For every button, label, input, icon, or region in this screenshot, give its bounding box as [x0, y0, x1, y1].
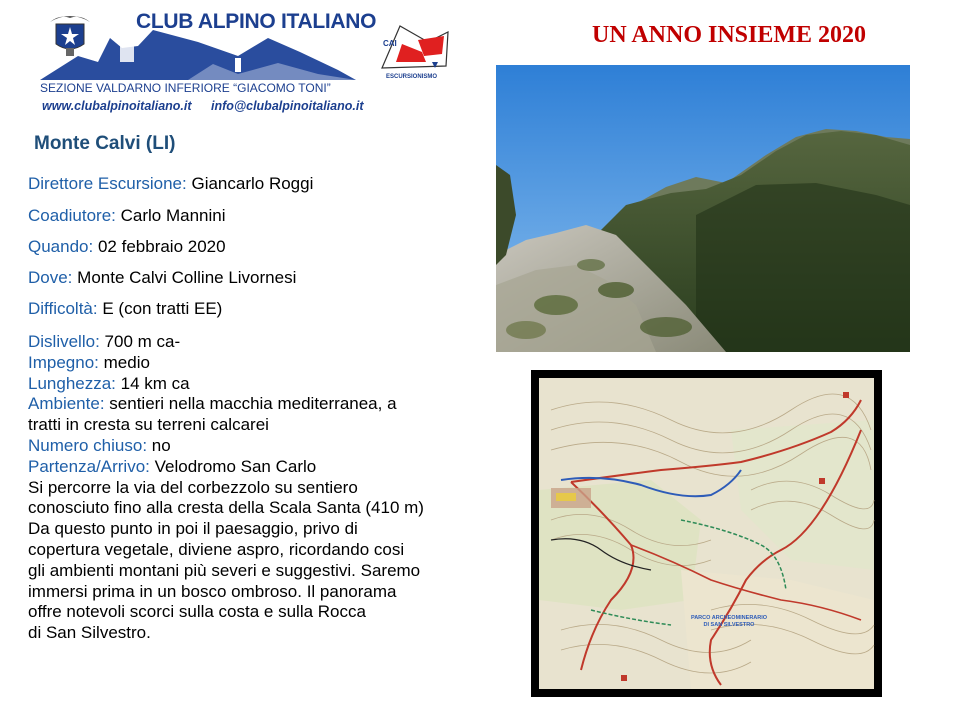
website-link[interactable]: www.clubalpinoitaliano.it: [42, 99, 192, 113]
detail-row: [28, 394, 538, 415]
detail-continuation: tratti in cresta su terreni calcarei: [28, 415, 269, 435]
escursionismo-badge: [378, 22, 450, 86]
page-heading: UN ANNO INSIEME 2020: [592, 22, 867, 48]
field-value: 02 febbraio 2020: [97, 237, 226, 256]
description-line: Da questo punto in poi il paesaggio, privo di: [28, 519, 358, 539]
detail-row: [28, 457, 538, 478]
detail-label: Lunghezza:: [28, 373, 116, 393]
detail-value: medio: [103, 352, 150, 372]
detail-value: 14 km ca: [120, 373, 190, 393]
mountain-photo: [496, 65, 910, 352]
info-row: [28, 299, 222, 319]
description-line: di San Silvestro.: [28, 623, 151, 643]
detail-value: no: [151, 435, 171, 455]
club-name: CLUB ALPINO ITALIANO: [136, 10, 377, 33]
info-row: [28, 174, 313, 194]
email-link[interactable]: info@clubalpinoitaliano.it: [211, 99, 364, 113]
description-line: Si percorre la via del corbezzolo su sentiero: [28, 477, 358, 497]
field-value: Giancarlo Roggi: [191, 174, 314, 193]
field-label: Direttore Escursione:: [28, 174, 187, 193]
description-line: copertura vegetale, diviene aspro, ricordando cosi: [28, 539, 405, 559]
detail-label: Dislivello:: [28, 332, 100, 351]
detail-row: [28, 436, 538, 457]
section-name: SEZIONE VALDARNO INFERIORE “GIACOMO TONI”: [40, 81, 331, 95]
detail-label: Impegno:: [28, 352, 99, 372]
trail-map[interactable]: [531, 370, 882, 697]
field-value: E (con tratti EE): [102, 299, 223, 318]
map-label: PARCO ARCHEOMINERARIO DI SAN SILVESTRO: [690, 615, 768, 628]
excursion-name: Monte Calvi (LI): [34, 133, 176, 154]
cai-logo: [38, 8, 377, 120]
field-value: Monte Calvi Colline Livornesi: [77, 268, 297, 287]
badge-text: ESCURSIONISMO: [386, 74, 438, 80]
field-value: Carlo Mannini: [120, 206, 226, 225]
info-row: [28, 237, 226, 257]
field-label: Difficoltà:: [28, 299, 98, 318]
detail-row: [28, 353, 538, 374]
info-row: [28, 268, 296, 288]
field-label: Coadiutore:: [28, 206, 116, 225]
field-label: Dove:: [28, 268, 73, 287]
detail-row: [28, 332, 538, 353]
description-line: immersi prima in un bosco ombroso. Il panorama: [28, 581, 397, 601]
info-row: [28, 206, 226, 226]
detail-value: sentieri nella macchia mediterranea, a: [109, 394, 397, 414]
description-block: [28, 332, 538, 644]
description-line: offre notevoli scorci sulla costa e sulla Rocca: [28, 602, 366, 622]
detail-label: Ambiente:: [28, 394, 105, 414]
detail-value: Velodromo San Carlo: [154, 456, 317, 476]
description-line: conosciuto fino alla cresta della Scala Santa (410 m): [28, 498, 424, 518]
detail-label: Numero chiuso:: [28, 435, 148, 455]
badge-cai-text: CAI: [383, 39, 397, 48]
field-label: Quando:: [28, 237, 94, 256]
detail-row: [28, 374, 538, 395]
detail-label: Partenza/Arrivo:: [28, 456, 150, 476]
description-line: gli ambienti montani più severi e suggestivi. Saremo: [28, 560, 421, 580]
detail-value: 700 m ca-: [104, 332, 181, 351]
